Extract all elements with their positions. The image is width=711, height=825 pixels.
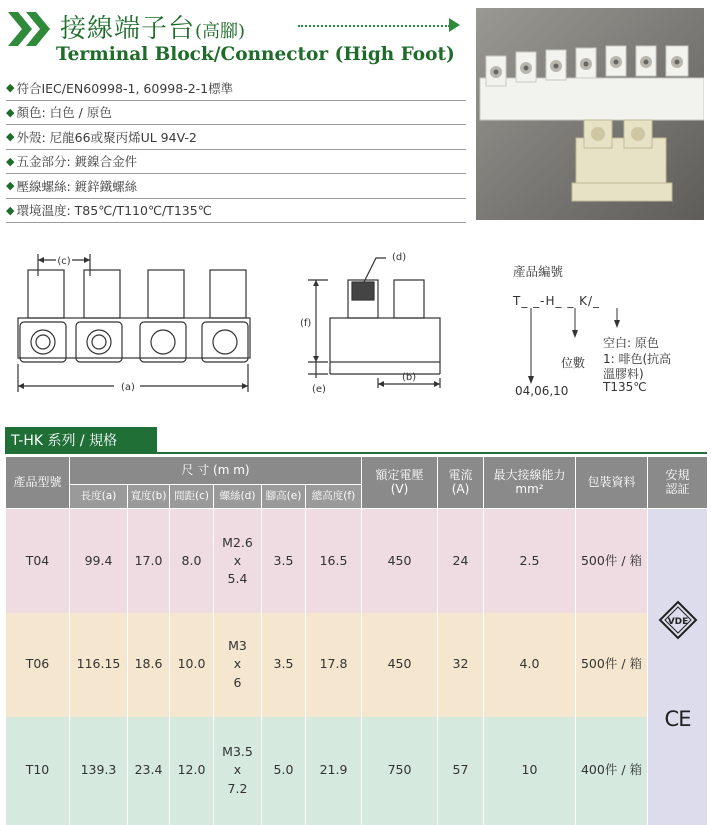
spec-item-metal [6, 150, 466, 175]
ordering-color-brown-note: 溫膠料) [603, 367, 644, 381]
cell-cert [648, 509, 708, 825]
cell-screw-length: 6 [233, 674, 242, 690]
ordering-position-values: 04,06,10 [515, 384, 569, 398]
title-zh-suffix: (高腳) [195, 21, 246, 42]
spec-item-standard [6, 76, 466, 101]
spec-item-screw [6, 174, 466, 199]
cell-screw [214, 717, 262, 825]
ce-mark-icon: CE [664, 706, 691, 731]
dim-label-a: (a) [121, 382, 135, 393]
cell-length: 116.15 [70, 613, 128, 717]
th-capacity-label: 最大接線能力 [493, 467, 566, 482]
terminal-block-photo-illustration [476, 8, 704, 220]
diamond-bullet-icon: ◆ [6, 203, 15, 217]
cell-pitch: 10.0 [170, 613, 214, 717]
th-capacity [484, 457, 576, 509]
cell-pitch: 8.0 [170, 509, 214, 613]
diamond-bullet-icon: ◆ [6, 105, 15, 119]
spec-value: 鍍鎳合金件 [74, 154, 138, 170]
table-row [6, 509, 708, 613]
th-cert-label-2: 認証 [665, 481, 690, 496]
spec-item-temperature [6, 199, 466, 224]
cell-screw-x: x [233, 656, 242, 672]
th-length-a: 長度(a) [70, 485, 128, 509]
th-pitch-c: 間距(c) [170, 485, 214, 509]
table-row [6, 613, 708, 717]
cell-width: 18.6 [128, 613, 170, 717]
page-title-zh [60, 8, 245, 45]
th-cert [648, 457, 708, 509]
title-dotted-line [298, 25, 450, 27]
cell-pitch: 12.0 [170, 717, 214, 825]
ordering-code-pattern: T_ _-H_ _ K/_ [513, 294, 601, 308]
side-view-drawing [294, 246, 470, 396]
cell-height: 16.5 [306, 509, 362, 613]
double-chevron-icon [8, 12, 54, 46]
spec-label: 環境溫度: [16, 203, 71, 219]
product-photo [476, 8, 704, 220]
cell-capacity: 10 [484, 717, 576, 825]
cell-packing: 500件 / 箱 [576, 613, 648, 717]
cell-width: 23.4 [128, 717, 170, 825]
diamond-bullet-icon: ◆ [6, 154, 15, 168]
th-current-label: 電流 [448, 467, 473, 482]
th-dimensions: 尺 寸 (m m) [70, 457, 362, 485]
dim-label-d: (d) [392, 252, 407, 263]
cell-screw-size: M3.5 [222, 744, 253, 760]
cell-screw-length: 5.4 [227, 570, 248, 586]
spec-label: 顏色: [16, 105, 46, 121]
spec-value: 尼龍66或聚丙烯UL 94V-2 [49, 129, 197, 145]
cell-model: T04 [6, 509, 70, 613]
cell-packing: 400件 / 箱 [576, 717, 648, 825]
spec-list [6, 76, 466, 223]
front-view-drawing [10, 246, 256, 396]
spec-item-color [6, 101, 466, 126]
cell-voltage: 450 [362, 509, 438, 613]
th-height-f: 總高度(f) [306, 485, 362, 509]
title-arrow-icon [449, 18, 460, 32]
cell-voltage: 450 [362, 613, 438, 717]
th-voltage [362, 457, 438, 509]
cell-screw [214, 509, 262, 613]
diamond-bullet-icon: ◆ [6, 130, 15, 144]
cell-capacity: 4.0 [484, 613, 576, 717]
th-voltage-unit: (V) [390, 481, 409, 496]
cell-foot: 3.5 [262, 613, 306, 717]
vde-letters: VDE [667, 616, 688, 627]
dim-label-f: (f) [300, 318, 312, 329]
page-header [8, 6, 468, 70]
cell-height: 21.9 [306, 717, 362, 825]
cell-length: 99.4 [70, 509, 128, 613]
cell-current: 32 [438, 613, 484, 717]
vde-mark-icon [658, 600, 698, 640]
th-width-b: 寬度(b) [128, 485, 170, 509]
ordering-positions: 位數 [561, 356, 586, 370]
th-screw-d: 螺絲(d) [214, 485, 262, 509]
spec-table [5, 456, 708, 825]
ordering-code [505, 258, 705, 408]
series-divider [5, 452, 707, 454]
table-row [6, 717, 708, 825]
ordering-temperature: T135℃ [603, 380, 647, 394]
cell-foot: 5.0 [262, 717, 306, 825]
cell-model: T06 [6, 613, 70, 717]
spec-value: T85℃/T110℃/T135℃ [74, 202, 212, 218]
cell-current: 57 [438, 717, 484, 825]
spec-item-housing [6, 125, 466, 150]
spec-label: 壓線螺絲: [16, 178, 71, 194]
ordering-color-brown: 1: 啡色(抗高 [603, 352, 672, 366]
cell-screw-x: x [233, 762, 242, 778]
cell-capacity: 2.5 [484, 509, 576, 613]
cell-screw-x: x [233, 552, 242, 568]
cell-screw [214, 613, 262, 717]
spec-value: 鍍鋅鐵螺絲 [74, 178, 138, 194]
spec-value: 白色 / 原色 [49, 105, 112, 121]
series-title: T-HK 系列 / 規格 [5, 427, 157, 453]
cell-current: 24 [438, 509, 484, 613]
spec-label: 外殼: [16, 129, 46, 145]
cell-voltage: 750 [362, 717, 438, 825]
th-capacity-unit: mm² [515, 481, 544, 496]
th-current [438, 457, 484, 509]
cell-screw-size: M3 [228, 638, 247, 654]
cell-height: 17.8 [306, 613, 362, 717]
cell-foot: 3.5 [262, 509, 306, 613]
th-foot-e: 腳高(e) [262, 485, 306, 509]
th-packing: 包裝資料 [576, 457, 648, 509]
title-zh-main: 接線端子台 [60, 14, 196, 44]
cell-model: T10 [6, 717, 70, 825]
cell-length: 139.3 [70, 717, 128, 825]
th-current-unit: (A) [451, 481, 470, 496]
cell-width: 17.0 [128, 509, 170, 613]
page-title-en: Terminal Block/Connector (High Foot) [56, 44, 455, 65]
th-voltage-label: 額定電壓 [375, 467, 424, 482]
diamond-bullet-icon: ◆ [6, 179, 15, 193]
th-cert-label-1: 安規 [665, 467, 690, 482]
diamond-bullet-icon: ◆ [6, 81, 15, 95]
dim-label-c: (c) [57, 256, 71, 267]
ordering-title: 產品編號 [513, 264, 564, 279]
cell-screw-size: M2.6 [222, 534, 253, 550]
ordering-color-blank: 空白: 原色 [603, 336, 659, 350]
spec-label: 五金部分: [16, 154, 71, 170]
cell-screw-length: 7.2 [227, 780, 248, 796]
dim-label-e: (e) [312, 384, 326, 395]
spec-label: 符合IEC/EN60998-1, 60998-2-1標準 [16, 80, 234, 96]
dim-label-b: (b) [402, 372, 417, 383]
cell-packing: 500件 / 箱 [576, 509, 648, 613]
th-model: 產品型號 [6, 457, 70, 509]
